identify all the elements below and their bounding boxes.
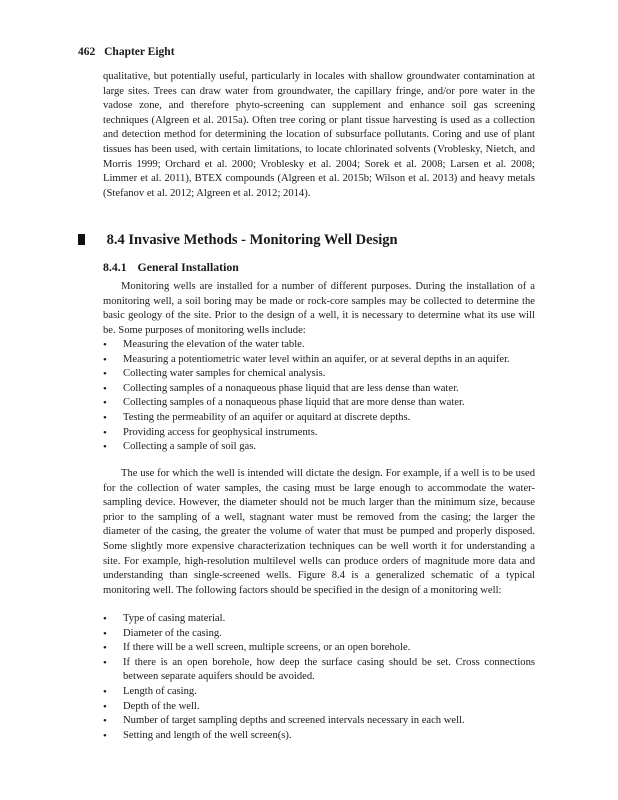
section-heading [78,232,398,249]
list-item: • Setting and length of the well screen(s). [103,729,535,744]
list-item: • Number of target sampling depths and screened intervals necessary in each well. [103,714,535,729]
factors-list [103,612,535,743]
list-item: • Length of casing. [103,685,535,700]
list-item: • Collecting samples of a nonaqueous phase liquid that are more dense than water. [103,396,535,411]
list-item: • Measuring a potentiometric water level within an aquifer, or at several depths in an aquifer. [103,353,535,368]
paragraph-design: The use for which the well is intended will dictate the design. For example, if a well is to be used for the collection of water samples, the casing must be large enough to accommodate the water-sampling device. However, the diameter should not be much larger than the minimum size, because prior to the sampling of a well, stagnant water must be removed from the casing; the larger the diameter of the casing, the greater the volume of water that must be pumped and properly disposed. Some slightly more expensive characterization techniques can be well worth it for understanding a site. For example, high-resolution multilevel wells can produce orders of magnitude more data and understanding than single-screened wells. Figure 8.4 is a generalized schematic of a typical monitoring well. The following factors should be specified in the design of a monitoring well: [103,468,535,596]
list-item: • Collecting water samples for chemical analysis. [103,367,535,382]
list-item: • Testing the permeability of an aquifer or aquitard at discrete depths. [103,411,535,426]
subsection-heading [103,260,247,275]
purposes-list [103,338,535,455]
section-marker [78,234,85,245]
paragraph-purposes-intro: Monitoring wells are installed for a number of different purposes. During the installation of a monitoring well, a soil boring may be made or rock-core samples may be collected to determine the basic geology of the site. Prior to the design of a well, it is necessary to determine what its use will be. Some purposes of monitoring wells include: [103,281,535,336]
list-item: • Measuring the elevation of the water table. [103,338,535,353]
chapter-title: Chapter Eight [104,46,175,58]
list-item: • Providing access for geophysical instruments. [103,426,535,441]
page-number: 462 [78,46,96,58]
list-item: • If there is an open borehole, how deep the surface casing should be set. Cross connections between separate aquifers should be avoided. [103,656,535,685]
list-item: • Type of casing material. [103,612,535,627]
list-item: • Depth of the well. [103,700,535,715]
section-number: 8.4 [106,232,125,248]
subsection-title: General Installation [137,260,239,274]
list-item: • Diameter of the casing. [103,627,535,642]
subsection-number: 8.4.1 [103,260,127,274]
list-item: • Collecting samples of a nonaqueous phase liquid that are less dense than water. [103,382,535,397]
section-title: Invasive Methods - Monitoring Well Design [128,232,398,248]
intro-paragraph: qualitative, but potentially useful, particularly in locales with shallow groundwater contamination at large sites. Trees can draw water from groundwater, the capillary fringe, and/or pore water in the vadose zone, and therefore phyto-screening can supplement and enhance soil gas screening techniques (Algreen et al. 2015a). Often tree coring or plant tissue harvesting is used as a collection and detection method for determining the location of subsurface pollutants. Coring and use of plant tissues has been used, with certain limitations, to locate chlorinated solvents (Vroblesky, Nietch, and Morris 1999; Orchard et al. 2000; Vroblesky et al. 2004; Sorek et al. 2008; Larsen et al. 2008; Limmer et al. 2011), BTEX compounds (Algreen et al. 2015b; Wilson et al. 2013) and heavy metals (Stefanov et al. 2012; Algreen et al. 2012; 2014). [103,71,535,199]
running-head [78,46,181,58]
list-item: • If there will be a well screen, multiple screens, or an open borehole. [103,641,535,656]
list-item: • Collecting a sample of soil gas. [103,440,535,455]
